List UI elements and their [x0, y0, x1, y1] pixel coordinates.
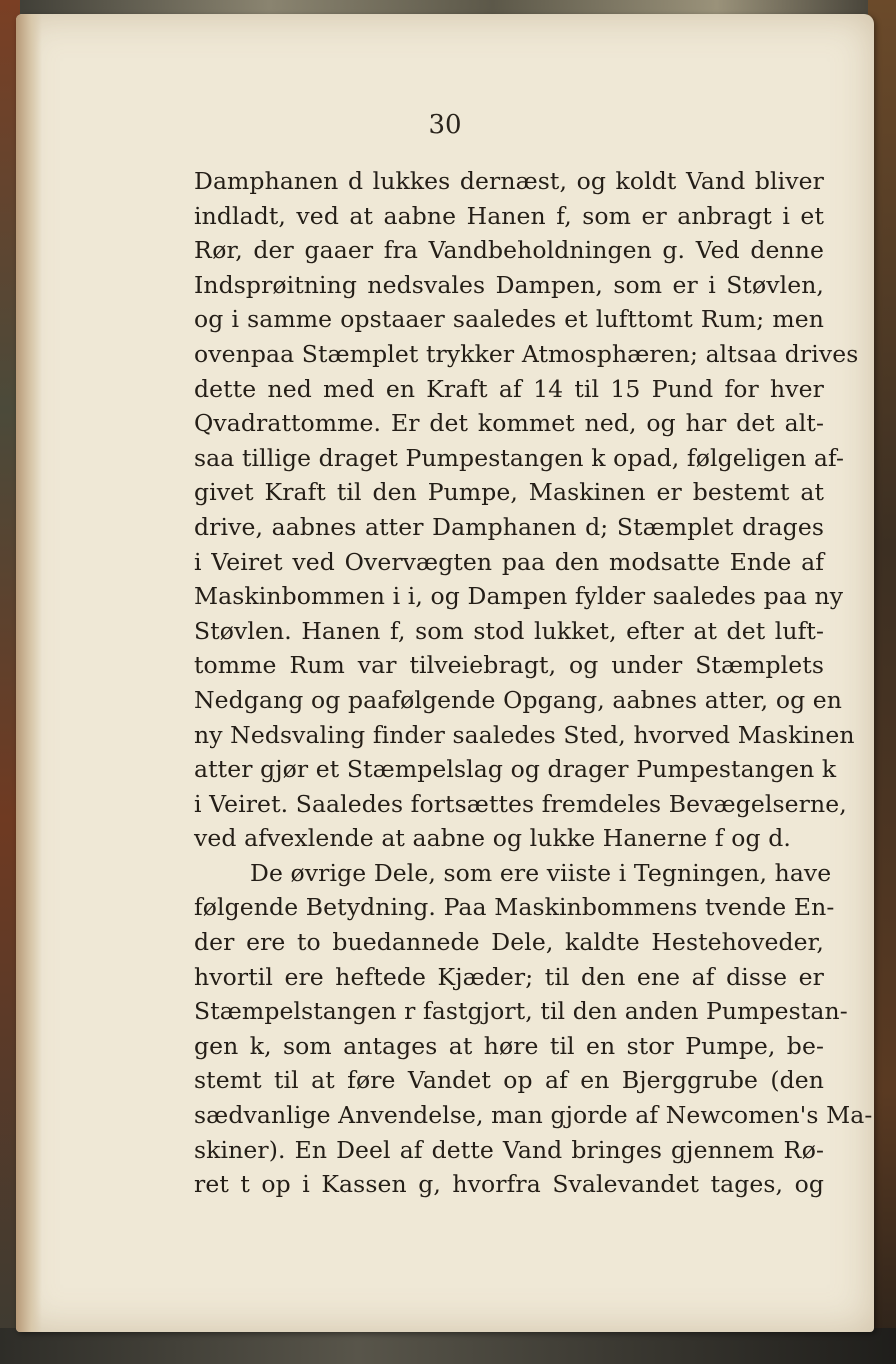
text-line: og i samme opstaaer saaledes et lufttomt Rum; men: [194, 305, 824, 334]
text-line: Indsprøitning nedsvales Dampen, som er i Støvlen,: [194, 270, 824, 299]
body-text: [194, 164, 873, 1202]
text-line: Maskinbommen i i, og Dampen fylder saaledes paa ny: [194, 582, 844, 611]
text-line: ovenpaa Stæmplet trykker Atmosphæren; altsaa drives: [194, 339, 859, 368]
text-line: Støvlen. Hanen f, som stod lukket, efter at det luft-: [194, 616, 824, 645]
text-line: i Veiret. Saaledes fortsættes fremdeles Bevægelserne,: [194, 789, 847, 818]
page-number: 30: [428, 110, 462, 140]
text-line: De øvrige Dele, som ere viiste i Tegningen, have: [250, 858, 832, 887]
text-line: givet Kraft til den Pumpe, Maskinen er bestemt at: [194, 478, 824, 507]
text-line: Rør, der gaaer fra Vandbeholdningen g. Ved denne: [194, 236, 824, 265]
text-line: ved afvexlende at aabne og lukke Hanerne f og d.: [194, 824, 791, 853]
text-line: saa tillige draget Pumpestangen k opad, følgeligen af-: [194, 443, 845, 472]
text-line: ny Nedsvaling finder saaledes Sted, hvorved Maskinen: [194, 720, 855, 749]
text-line: ret t op i Kassen g, hvorfra Svalevandet tages, og: [194, 1170, 824, 1199]
book-page: [16, 14, 874, 1332]
text-line: følgende Betydning. Paa Maskinbommens tvende En-: [194, 893, 835, 922]
text-line: gen k, som antages at høre til en stor Pumpe, be-: [194, 1031, 824, 1060]
text-line: i Veiret ved Overvægten paa den modsatte Ende af: [194, 547, 824, 576]
text-line: drive, aabnes atter Damphanen d; Stæmplet drages: [194, 512, 824, 541]
text-line: Stæmpelstangen r fastgjort, til den anden Pumpestan-: [194, 997, 848, 1026]
text-line: hvortil ere heftede Kjæder; til den ene af disse er: [194, 962, 824, 991]
text-line: Nedgang og paafølgende Opgang, aabnes atter, og en: [194, 685, 843, 714]
text-line: Qvadrattomme. Er det kommet ned, og har det alt-: [194, 409, 824, 438]
text-line: der ere to buedannede Dele, kaldte Hestehoveder,: [194, 928, 824, 957]
text-line: skiner). En Deel af dette Vand bringes gjennem Rø-: [194, 1135, 824, 1164]
page-gutter: [16, 14, 42, 1332]
text-line: tomme Rum var tilveiebragt, og under Stæmplets: [194, 651, 824, 680]
text-line: atter gjør et Stæmpelslag og drager Pumpestangen k: [194, 755, 837, 784]
text-line: Damphanen d lukkes dernæst, og koldt Vand bliver: [194, 167, 824, 195]
text-line: indladt, ved at aabne Hanen f, som er anbragt i et: [194, 201, 824, 230]
text-line: sædvanlige Anvendelse, man gjorde af Newcomen's Ma-: [194, 1101, 873, 1130]
text-line: stemt til at føre Vandet op af en Bjerggrube (den: [194, 1066, 824, 1095]
book-cover-edge-bottom: [0, 1328, 896, 1364]
text-line: dette ned med en Kraft af 14 til 15 Pund for hver: [194, 374, 824, 403]
